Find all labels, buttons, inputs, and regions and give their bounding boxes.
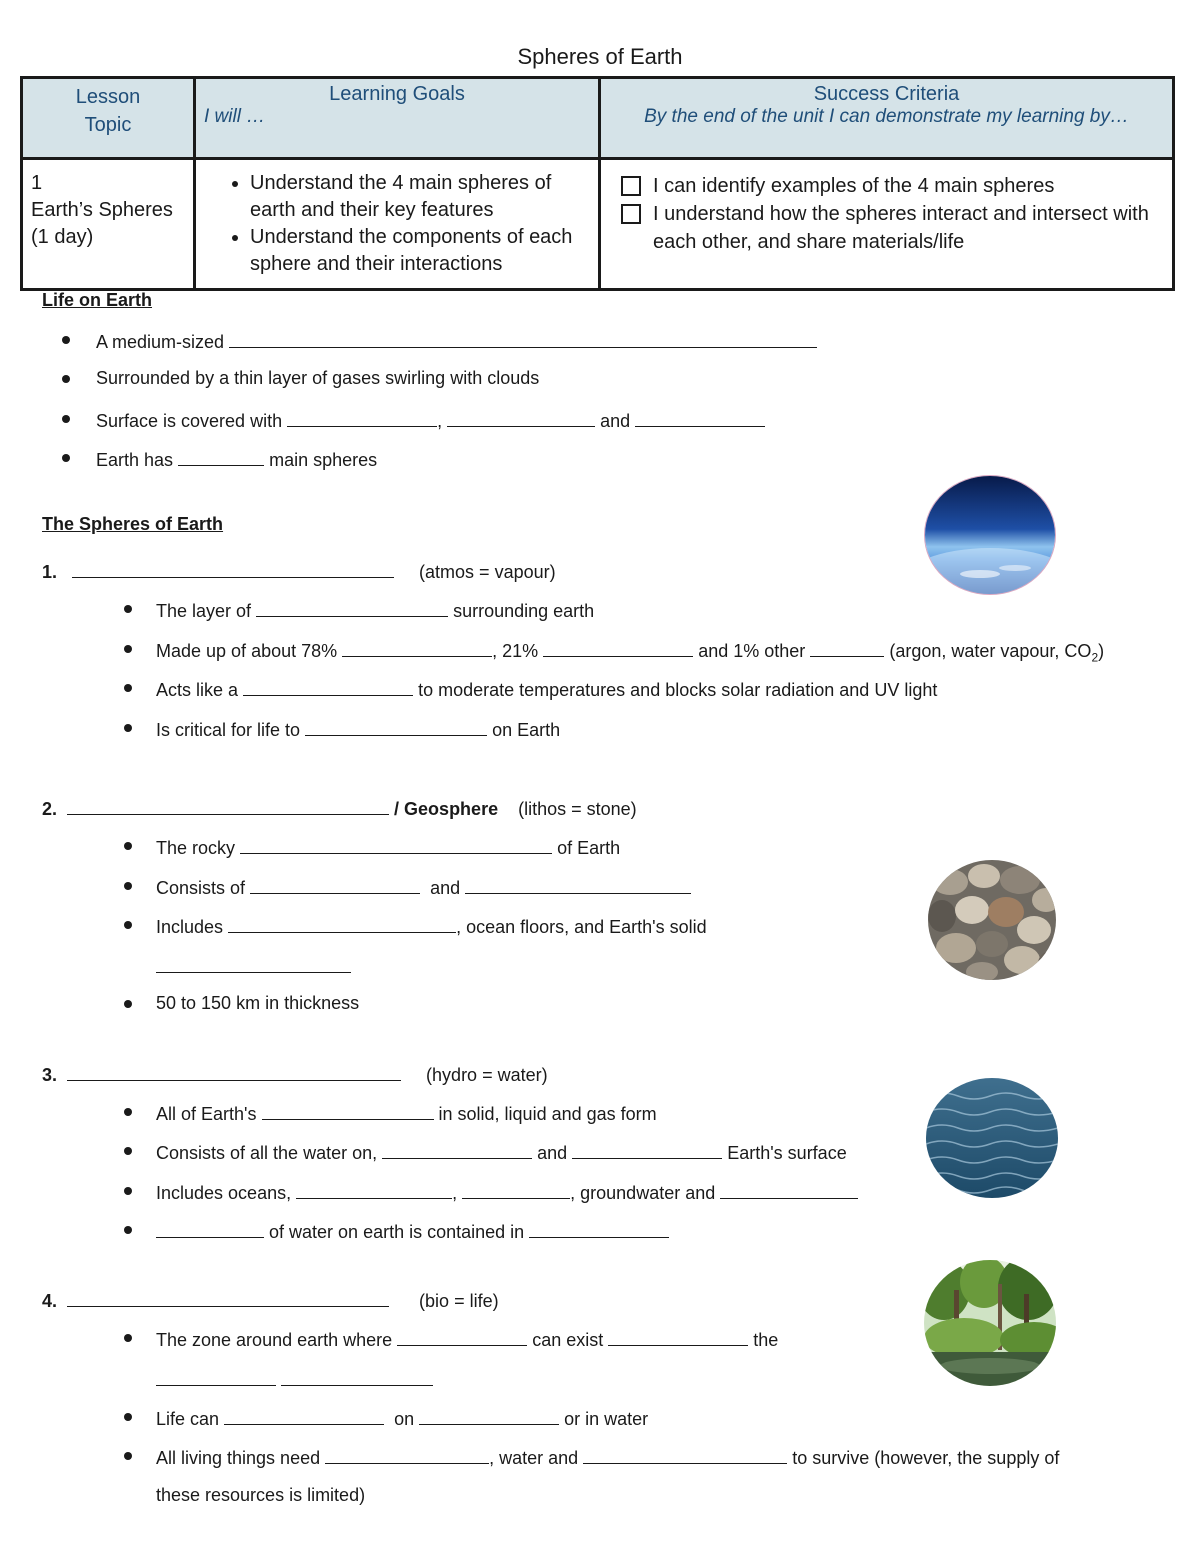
forest-image (924, 1260, 1056, 1386)
blank-field[interactable] (325, 1445, 489, 1464)
blank-field[interactable] (529, 1219, 669, 1238)
lesson-topic: Earth’s Spheres (31, 199, 173, 221)
sphere-2-bullet-1: The rocky of Earth (156, 835, 620, 859)
bullet-icon (124, 921, 132, 929)
bullet-icon (124, 1108, 132, 1116)
sphere-2-title: 2. / Geosphere (lithos = stone) (42, 796, 637, 820)
sphere-3-title: 3. (hydro = water) (42, 1062, 548, 1086)
blank-field[interactable] (608, 1327, 748, 1346)
forest-image-art (924, 1260, 1056, 1386)
sphere-3-bullet-1: All of Earth's in solid, liquid and gas form (156, 1101, 657, 1125)
blank-field[interactable] (465, 875, 691, 894)
bullet-icon (124, 1187, 132, 1195)
sphere-1-bullet-1: The layer of surrounding earth (156, 598, 594, 622)
bullet-icon (62, 375, 70, 383)
sphere-4-bullet-2: Life can on or in water (156, 1406, 648, 1430)
sphere-1-title: 1. (atmos = vapour) (42, 559, 556, 583)
bullet-icon (124, 1334, 132, 1342)
sphere-4-bullet-1: The zone around earth where can exist the (156, 1327, 778, 1351)
bullet-icon (62, 415, 70, 423)
blank-field[interactable] (296, 1180, 452, 1199)
header-learning-goals: Learning Goals I will … (195, 78, 600, 159)
goal-item: • Understand the 4 main spheres of earth and their key features (250, 170, 590, 224)
blank-field[interactable] (243, 677, 413, 696)
atmosphere-image (924, 475, 1056, 595)
bullet-icon (124, 684, 132, 692)
bullet-icon (124, 1226, 132, 1234)
blank-field[interactable] (67, 796, 389, 815)
learning-goals-cell (195, 159, 600, 290)
blank-field[interactable] (72, 559, 394, 578)
bullet-icon (124, 645, 132, 653)
checkbox[interactable] (621, 176, 641, 196)
life-on-earth-heading: Life on Earth (42, 290, 153, 310)
sphere-2-bullet-2: Consists of and (156, 875, 691, 899)
sphere-3-bullet-4: of water on earth is contained in (156, 1219, 669, 1243)
blank-field[interactable] (305, 717, 487, 736)
blank-field[interactable] (810, 638, 884, 657)
sphere-2-bullet-3-cont (156, 954, 351, 978)
blank-field[interactable] (419, 1406, 559, 1425)
sphere-4-bullet-3: All living things need , water and to survive (however, the supply of (156, 1445, 1059, 1469)
blank-field[interactable] (178, 447, 264, 466)
life-bullet-2: Surrounded by a thin layer of gases swirling with clouds (96, 368, 540, 388)
sphere-2-bullet-3: Includes , ocean floors, and Earth's solid (156, 914, 707, 938)
lesson-duration: (1 day) (31, 226, 94, 248)
sphere-3-bullet-2: Consists of all the water on, and Earth's surface (156, 1140, 847, 1164)
lesson-number: 1 (31, 172, 43, 194)
page-title: Spheres of Earth (517, 44, 683, 69)
blank-field[interactable] (397, 1327, 527, 1346)
lesson-topic-cell (22, 159, 195, 290)
blank-field[interactable] (583, 1445, 787, 1464)
sphere-2-bullet-4: 50 to 150 km in thickness (156, 993, 360, 1013)
bullet-icon (124, 1452, 132, 1460)
checkbox[interactable] (621, 204, 641, 224)
blank-field[interactable] (156, 954, 351, 973)
bullet-icon (62, 336, 70, 344)
sphere-1-bullet-2: Made up of about 78% , 21% and 1% other (argon, water vapour, $CO_2$) (156, 638, 1104, 665)
atmosphere-image-art (925, 476, 1055, 594)
sphere-1-bullet-4: Is critical for life to on Earth (156, 717, 560, 741)
criteria-item: I understand how the spheres interact and intersect with each other, and share materials/life (621, 200, 1164, 256)
blank-field[interactable] (224, 1406, 384, 1425)
blank-field[interactable] (342, 638, 492, 657)
life-bullet-1: A medium-sized (96, 329, 817, 353)
bullet-icon (124, 724, 132, 732)
bullet-icon (62, 454, 70, 462)
blank-field[interactable] (256, 598, 448, 617)
water-image-art (926, 1078, 1058, 1198)
blank-field[interactable] (67, 1288, 389, 1307)
bullet-icon (124, 882, 132, 890)
lesson-table (20, 76, 1175, 291)
rocks-image-art (928, 860, 1056, 980)
blank-field[interactable] (635, 408, 765, 427)
goal-item: • Understand the components of each sphere and their interactions (250, 224, 590, 278)
success-criteria-cell (600, 159, 1174, 290)
blank-field[interactable] (156, 1219, 264, 1238)
header-success-criteria: Success Criteria By the end of the unit I can demonstrate my learning by… (600, 78, 1174, 159)
bullet-icon (124, 605, 132, 613)
bullet-icon (124, 1000, 132, 1008)
bullet-icon (124, 1413, 132, 1421)
bullet-icon (124, 842, 132, 850)
blank-field[interactable] (543, 638, 693, 657)
sphere-3-bullet-3: Includes oceans, , , groundwater and (156, 1180, 858, 1204)
bullet-icon (124, 1147, 132, 1155)
sphere-1-bullet-3: Acts like a to moderate temperatures and blocks solar radiation and UV light (156, 677, 937, 701)
life-bullet-3: Surface is covered with , and (96, 408, 765, 432)
blank-field[interactable] (229, 329, 817, 348)
rocks-image (928, 860, 1056, 980)
blank-field[interactable] (382, 1140, 532, 1159)
criteria-item: I can identify examples of the 4 main spheres (621, 172, 1164, 200)
blank-field[interactable] (156, 1367, 276, 1386)
sphere-4-bullet-1-cont (156, 1367, 433, 1391)
blank-field[interactable] (572, 1140, 722, 1159)
blank-field[interactable] (720, 1180, 858, 1199)
blank-field[interactable] (262, 1101, 434, 1120)
blank-field[interactable] (250, 875, 420, 894)
blank-field[interactable] (228, 914, 456, 933)
water-image (926, 1078, 1058, 1198)
header-lesson-topic: Lesson Topic (22, 78, 195, 159)
blank-field[interactable] (287, 408, 437, 427)
sphere-4-title: 4. (bio = life) (42, 1288, 499, 1312)
blank-field[interactable] (462, 1180, 570, 1199)
spheres-heading: The Spheres of Earth (42, 514, 224, 534)
life-bullet-4: Earth has main spheres (96, 447, 377, 471)
blank-field[interactable] (240, 835, 552, 854)
blank-field[interactable] (447, 408, 595, 427)
blank-field[interactable] (281, 1367, 433, 1386)
sphere-4-bullet-3-cont: these resources is limited) (156, 1485, 366, 1505)
blank-field[interactable] (67, 1062, 401, 1081)
